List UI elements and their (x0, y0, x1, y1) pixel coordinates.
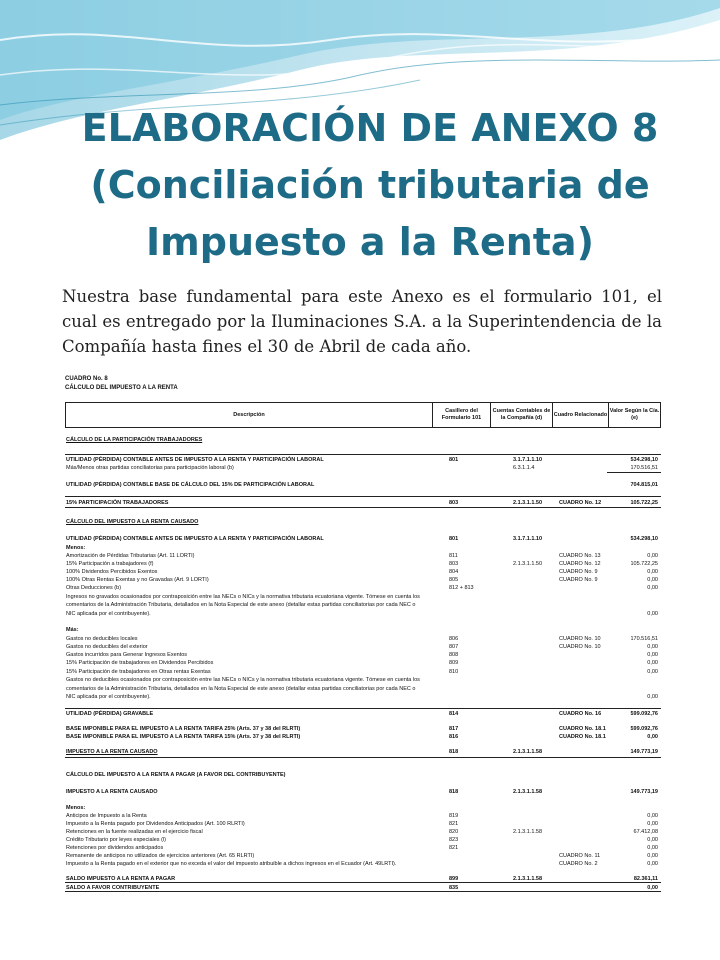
row-valor: 149.773,19 (630, 789, 658, 795)
row-casillero: 803 (449, 500, 459, 506)
row-descripcion: 100% Otras Rentas Exentas y no Gravadas (Art. 9 LORTI) (66, 577, 209, 583)
row-valor: 105.722,25 (630, 500, 658, 506)
row-descripcion: Retenciones por dividendos anticipados (66, 845, 164, 851)
row-descripcion: Ingresos no gravados ocasionados por contraposición entre las NECs o NICs y la normativa tributaria ecuatoriana vigente. Tómese en cuenta los (66, 594, 420, 600)
row-valor: 149.773,19 (630, 749, 658, 755)
title-line: ELABORACIÓN DE ANEXO 8 (81, 106, 659, 150)
row-valor: 0,00 (647, 652, 658, 658)
table-row (65, 601, 661, 609)
table-row (65, 733, 661, 741)
row-descripcion: Crédito Tributario por leyes especiales (l) (66, 837, 166, 843)
row-cuenta: 2.1.3.1.1.58 (513, 749, 543, 755)
row-casillero: 899 (449, 876, 459, 882)
row-valor: 82.361,11 (633, 876, 658, 882)
row-valor: 0,00 (647, 585, 658, 591)
row-descripcion: Menos: (66, 545, 86, 551)
row-descripcion: 15% PARTICIPACIÓN TRABAJADORES (66, 500, 169, 506)
row-valor: 0,00 (647, 694, 658, 700)
row-descripcion: UTILIDAD (PÉRDIDA) CONTABLE BASE DE CÁLCULO DEL 15% DE PARTICIPACIÓN LABORAL (66, 482, 315, 488)
row-valor: 170.516,51 (630, 465, 658, 471)
table-row (65, 643, 661, 651)
row-descripcion: Anticipos de Impuesto a la Renta (66, 813, 147, 819)
row-valor: 0,00 (647, 821, 658, 827)
row-valor: 105.722,25 (630, 561, 658, 567)
row-casillero: 801 (449, 536, 459, 542)
table-row (65, 659, 661, 667)
row-descripcion: Impuesto a la Renta pagado por Dividendos Anticipados (Art. 100 RLRTI) (66, 821, 245, 827)
row-descripcion: 15% Participación de trabajadores en Otras rentas Exentas (66, 669, 211, 675)
table-row (65, 828, 661, 836)
row-cuenta: 6.3.1.1.4 (513, 465, 535, 471)
row-descripcion: BASE IMPONIBLE PARA EL IMPUESTO A LA RENTA TARIFA 25% (Arts. 37 y 38 del RLRTI) (66, 726, 301, 732)
row-valor: 0,00 (647, 660, 658, 666)
row-descripcion: Retenciones en la fuente realizadas en el ejercicio fiscal (66, 829, 203, 835)
row-cuadro: CUADRO No. 9 (559, 569, 598, 575)
table-row (65, 593, 661, 601)
row-casillero: 817 (449, 726, 459, 732)
table-row (65, 626, 661, 634)
table-row (65, 788, 661, 796)
table-row (65, 560, 661, 568)
row-valor: 0,00 (647, 611, 658, 617)
row-cuenta: 2.1.3.1.1.50 (513, 561, 543, 567)
table-header (65, 402, 661, 428)
row-casillero: 811 (449, 553, 458, 559)
row-descripcion: BASE IMPONIBLE PARA EL IMPUESTO A LA RENTA TARIFA 15% (Arts. 37 y 38 del RLRTI) (66, 734, 301, 740)
document-subtitle: CÁLCULO DEL IMPUESTO A LA RENTA (65, 385, 178, 391)
row-valor: 0,00 (647, 734, 658, 740)
row-casillero: 821 (449, 845, 459, 851)
row-casillero: 807 (449, 644, 459, 650)
row-casillero: 810 (449, 669, 459, 675)
row-descripcion: NIC aplicada por el contribuyente). (66, 694, 151, 700)
row-valor: 534.298,10 (630, 536, 658, 542)
row-descripcion: Más/Menos otras partidas conciliatorias para participación laboral (b) (66, 465, 234, 471)
table-row (65, 576, 661, 584)
row-descripcion: 15% Participación a trabajadores (f) (66, 561, 154, 567)
row-valor: 170.516,51 (630, 636, 658, 642)
row-casillero: 818 (449, 789, 459, 795)
row-casillero: 821 (449, 821, 459, 827)
table-row (65, 748, 661, 756)
table-row (65, 535, 661, 543)
header-valor: Valor Según la Cía. (e) (609, 408, 660, 421)
row-descripcion: Remanente de anticipos no utilizados de ejercicios anteriores (Art. 65 RLRTI) (66, 853, 255, 859)
row-cuadro: CUADRO No. 13 (559, 553, 601, 559)
table-rule (65, 507, 661, 508)
row-cuadro: CUADRO No. 10 (559, 636, 601, 642)
table-row (65, 651, 661, 659)
row-descripcion: SALDO IMPUESTO A LA RENTA A PAGAR (66, 876, 176, 882)
row-cuenta: 2.1.3.1.1.58 (513, 789, 543, 795)
row-descripcion: Otras Deducciones (b) (66, 585, 122, 591)
table-row (65, 584, 661, 592)
row-casillero: 818 (449, 749, 459, 755)
row-casillero: 806 (449, 636, 459, 642)
row-casillero: 804 (449, 569, 459, 575)
slide-title (40, 100, 700, 271)
row-descripcion: IMPUESTO A LA RENTA CAUSADO (66, 749, 158, 755)
row-descripcion: Más: (66, 627, 79, 633)
row-descripcion: Gastos no deducibles locales (66, 636, 138, 642)
table-row (65, 518, 661, 526)
header-cuadro: Cuadro Relacionado (553, 411, 608, 418)
row-descripcion: 100% Dividendos Percibidos Exentos (66, 569, 158, 575)
row-cuenta: 3.1.7.1.1.10 (513, 536, 543, 542)
table-row (65, 668, 661, 676)
row-descripcion: CÁLCULO DEL IMPUESTO A LA RENTA A PAGAR (A FAVOR DEL CONTRIBUYENTE) (66, 772, 286, 778)
row-casillero: 808 (449, 652, 459, 658)
table-row (65, 456, 661, 464)
anexo-document-image (62, 372, 664, 925)
title-line: Impuesto a la Renta) (146, 220, 594, 264)
title-line: (Conciliación tributaria de (90, 163, 650, 207)
table-rule (65, 882, 661, 883)
table-rule (65, 496, 661, 497)
table-row (65, 852, 661, 860)
row-casillero: 801 (449, 457, 459, 463)
row-casillero: 803 (449, 561, 459, 567)
row-casillero: 820 (449, 829, 459, 835)
row-cuenta: 2.1.3.1.1.58 (513, 876, 543, 882)
row-valor: 534.298,10 (630, 457, 658, 463)
row-descripcion: comentarios de la Administración Tributaria, detallados en la Nota Especial de este anexo (detallar estas partidas conciliatorias por cada NEC o (66, 602, 416, 608)
row-descripcion: IMPUESTO A LA RENTA CAUSADO (66, 789, 158, 795)
row-cuenta: 2.1.3.1.1.50 (513, 500, 543, 506)
row-descripcion: Menos: (66, 805, 86, 811)
row-valor: 599.092,76 (630, 726, 658, 732)
header-descripcion: Descripción (233, 411, 265, 418)
row-valor: 0,00 (647, 885, 658, 891)
table-row (65, 771, 661, 779)
row-descripcion: 15% Participación de trabajadores en Dividendos Percibidos (66, 660, 214, 666)
row-cuadro: CUADRO No. 12 (559, 500, 602, 506)
row-valor: 0,00 (647, 853, 658, 859)
table-row (65, 544, 661, 552)
row-casillero: 812 + 813 (449, 585, 474, 591)
row-casillero: 819 (449, 813, 459, 819)
row-descripcion: Amortización de Pérdidas Tributarias (Art. 11 LORTI) (66, 553, 195, 559)
row-descripcion: UTILIDAD (PÉRDIDA) CONTABLE ANTES DE IMPUESTO A LA RENTA Y PARTICIPACIÓN LABORAL (66, 457, 324, 463)
table-row (65, 836, 661, 844)
table-row (65, 610, 661, 618)
row-valor: 0,00 (647, 861, 658, 867)
table-rule (607, 472, 661, 473)
table-row (65, 568, 661, 576)
table-row (65, 725, 661, 733)
row-descripcion: Gastos incurridos para Generar Ingresos Exentos (66, 652, 188, 658)
row-cuadro: CUADRO No. 18.1 (559, 734, 606, 740)
row-descripcion: CÁLCULO DEL IMPUESTO A LA RENTA CAUSADO (66, 519, 199, 525)
row-cuenta: 2.1.3.1.1.58 (513, 829, 543, 835)
row-descripcion: UTILIDAD (PÉRDIDA) CONTABLE ANTES DE IMPUESTO A LA RENTA Y PARTICIPACIÓN LABORAL (66, 536, 324, 542)
intro-paragraph: Nuestra base fundamental para este Anexo es el formulario 101, el cual es entregado por la Iluminaciones S.A. a la Superintendencia de la Compañía hasta fines el 30 de Abril de cada año. (62, 287, 662, 356)
table-row (65, 685, 661, 693)
table-row (65, 820, 661, 828)
row-valor: 0,00 (647, 837, 658, 843)
row-descripcion: Gastos no deducibles ocasionados por contraposición entre las NECs o NICs y la normativa tributaria ecuatoriana vigente. Tómese en cuenta los (66, 677, 420, 683)
table-row (65, 860, 661, 868)
row-casillero: 816 (449, 734, 459, 740)
table-row (65, 676, 661, 684)
row-valor: 67.412,08 (633, 829, 658, 835)
table-row (65, 693, 661, 701)
header-casillero: Casillero del Formulario 101 (441, 408, 482, 421)
table-row (65, 635, 661, 643)
row-cuadro: CUADRO No. 12 (559, 561, 601, 567)
row-casillero: 809 (449, 660, 459, 666)
table-row (65, 844, 661, 852)
document-cuadro-label: CUADRO No. 8 (65, 376, 108, 382)
table-row (65, 436, 661, 444)
table-row (65, 552, 661, 560)
row-descripcion: comentarios de la Administración Tributaria, detallados en la Nota Especial de este anexo (detallar estas partidas conciliatorias por cada NEC o (66, 686, 416, 692)
table-rule (65, 891, 661, 892)
row-cuadro: CUADRO No. 18.1 (559, 726, 606, 732)
row-valor: 0,00 (647, 553, 658, 559)
row-cuadro: CUADRO No. 2 (559, 861, 598, 867)
row-cuadro: CUADRO No. 9 (559, 577, 598, 583)
row-valor: 0,00 (647, 845, 658, 851)
row-casillero: 835 (449, 885, 459, 891)
row-descripcion: CÁLCULO DE LA PARTICIPACIÓN TRABAJADORES (66, 437, 203, 443)
table-row (65, 481, 661, 489)
table-rule (65, 454, 661, 455)
row-descripcion: NIC aplicada por el contribuyente). (66, 611, 151, 617)
table-row (65, 812, 661, 820)
row-descripcion: Impuesto a la Renta pagado en el exterior que no exceda el valor del impuesto atribuible a dichos ingresos en el Ecuador (Art. 49LRTI). (66, 861, 397, 867)
table-rule (65, 757, 661, 758)
row-descripcion: Gastos no deducibles del exterior (66, 644, 148, 650)
table-rule (65, 708, 661, 709)
row-valor: 0,00 (647, 813, 658, 819)
row-descripcion: SALDO A FAVOR CONTRIBUYENTE (66, 885, 160, 891)
table-row (65, 499, 661, 507)
row-cuenta: 3.1.7.1.1.10 (513, 457, 543, 463)
row-casillero: 814 (449, 711, 459, 717)
row-valor: 704.815,01 (630, 482, 658, 488)
row-valor: 0,00 (647, 644, 658, 650)
row-descripcion: UTILIDAD (PÉRDIDA) GRAVABLE (66, 711, 154, 717)
table-row (65, 464, 661, 472)
row-valor: 599.092,76 (630, 711, 658, 717)
header-cuentas: Cuentas Contables de la Compañía (d) (492, 408, 551, 421)
row-casillero: 823 (449, 837, 459, 843)
row-casillero: 805 (449, 577, 459, 583)
table-row (65, 710, 661, 718)
table-row (65, 804, 661, 812)
row-cuadro: CUADRO No. 11 (559, 853, 601, 859)
row-valor: 0,00 (647, 577, 658, 583)
row-cuadro: CUADRO No. 10 (559, 644, 601, 650)
row-valor: 0,00 (647, 569, 658, 575)
row-valor: 0,00 (647, 669, 658, 675)
row-cuadro: CUADRO No. 16 (559, 711, 602, 717)
